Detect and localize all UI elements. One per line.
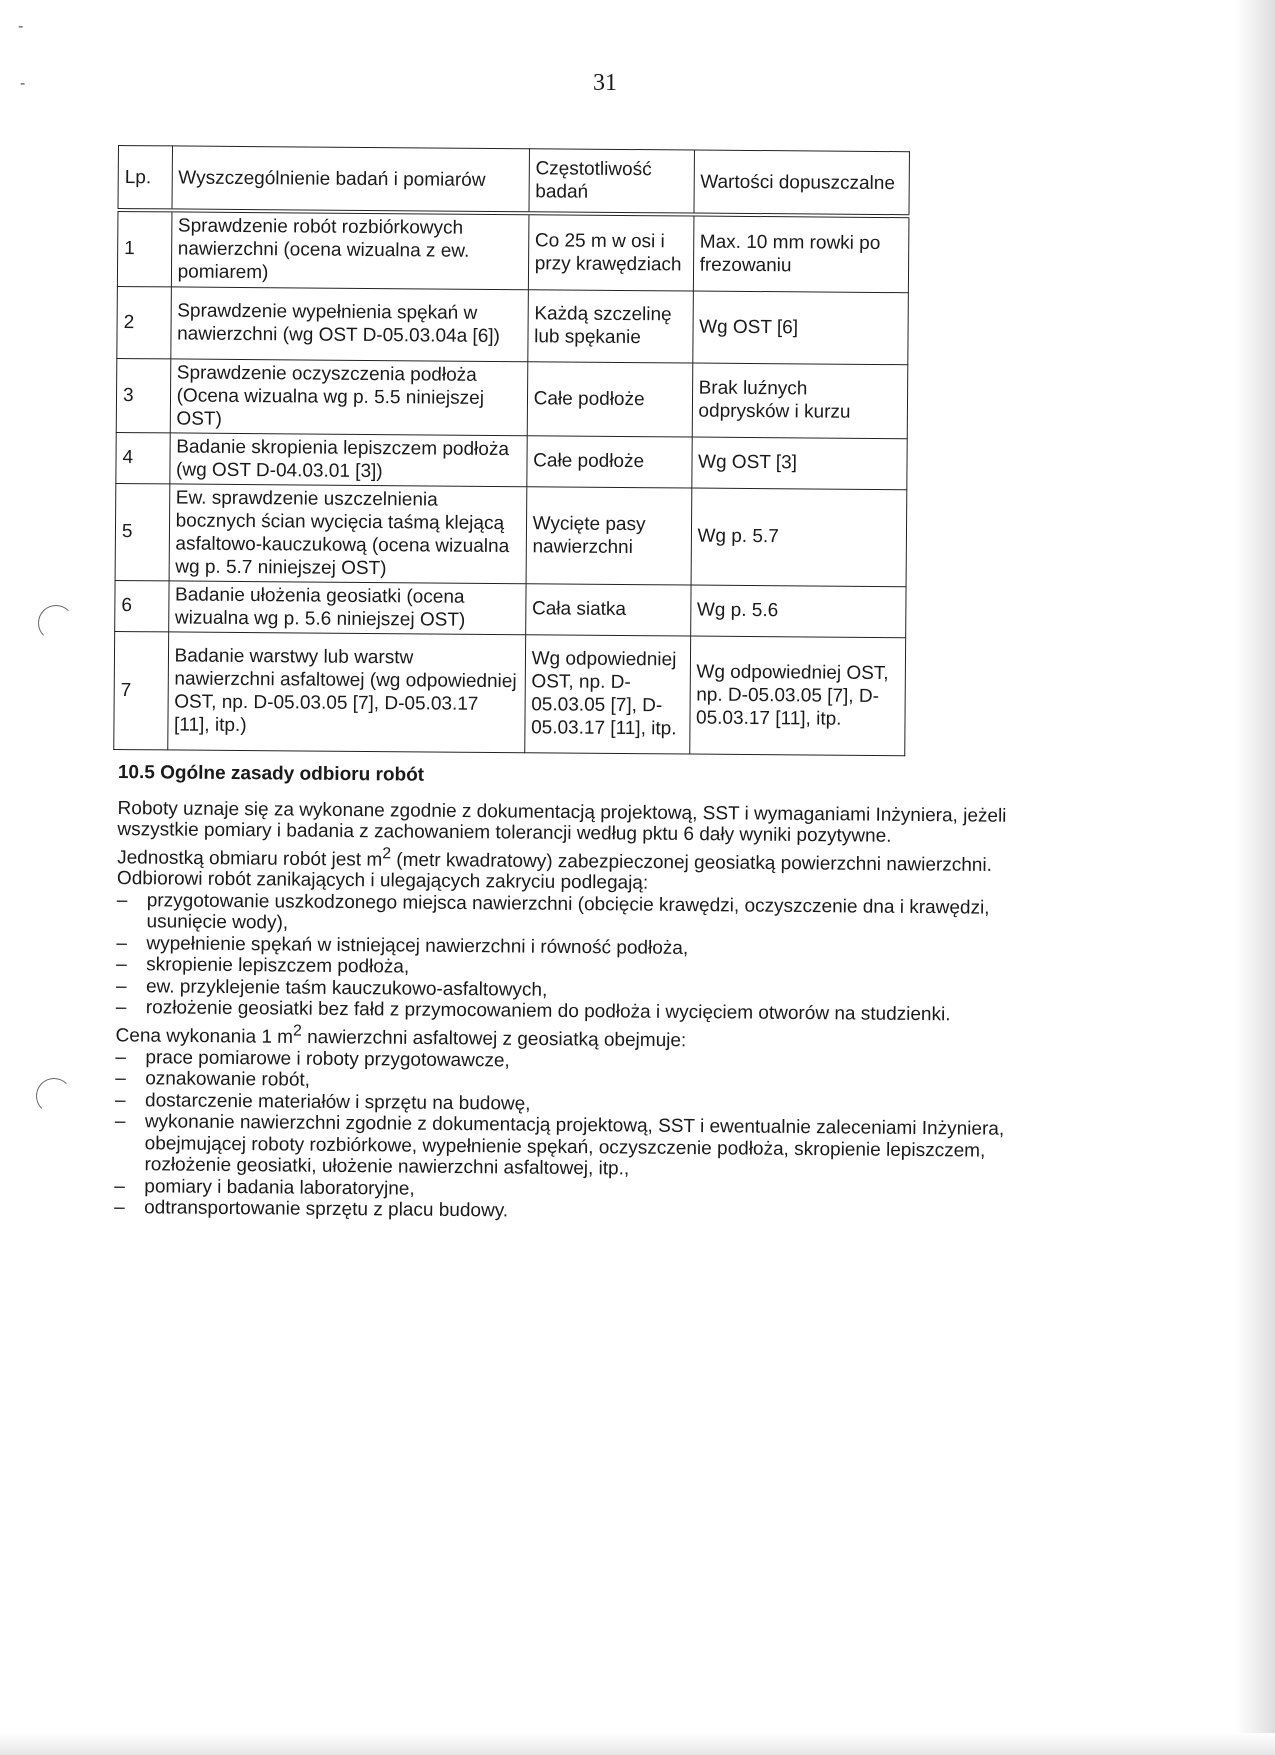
- header-lp: Lp.: [118, 146, 172, 211]
- dash: –: [115, 997, 127, 1019]
- table-row: [117, 210, 909, 292]
- punch-hole-mark: [36, 1078, 72, 1114]
- cell-lp: 7: [114, 631, 169, 749]
- list-item-text: skropienie lepiszczem podłoża,: [146, 954, 410, 978]
- section-heading: 10.5 Ogólne zasady odbioru robót: [117, 762, 425, 786]
- cell-description: Sprawdzenie robót rozbiórkowych nawierzchni (ocena wizualna z ew. pomiarem): [171, 210, 529, 289]
- cell-lp: 3: [116, 358, 170, 432]
- dash: –: [115, 1046, 127, 1068]
- cell-allowed-value: Brak luźnych odprysków i kurzu: [692, 363, 908, 439]
- list-intro-hidden-works: Odbiorowi robót zanikających i ulegających zakryciu podlegają:: [116, 868, 649, 894]
- dash: –: [114, 1111, 126, 1133]
- scan-mark: -: [20, 75, 26, 92]
- cell-frequency: Co 25 m w osi i przy krawędziach: [528, 213, 693, 290]
- dash: –: [114, 1197, 125, 1219]
- scan-mark: -: [18, 18, 24, 35]
- list-item: [114, 1111, 1035, 1184]
- cell-frequency: Całe podłoże: [527, 435, 692, 487]
- table-row: [117, 286, 909, 364]
- list-item-text: wykonanie nawierzchni zgodnie z dokumentacją projektową, SST i ewentualnie zaleceniami Inżyniera, obejmującej roboty rozbiórkowe, wypełnienie spękań, oczyszczenie podłoża, skropienie lepiszczem, rozłożenie geosiatki, ułożenie nawierzchni asfaltowej, itp.,: [144, 1111, 1005, 1180]
- cell-allowed-value: Max. 10 mm rowki po frezowaniu: [693, 215, 909, 293]
- header-frequency: Częstotliwość badań: [529, 149, 694, 215]
- cell-lp: 5: [115, 483, 169, 580]
- list-item-text: dostarczenie materiałów i sprzętu na budowę,: [144, 1089, 531, 1115]
- cell-lp: 4: [116, 432, 170, 483]
- inspection-table: [113, 145, 910, 756]
- cell-frequency: Wg odpowiedniej OST, np. D-05.03.05 [7], D-05.03.17 [11], itp.: [524, 634, 690, 753]
- page-number: 31: [593, 70, 617, 96]
- punch-hole-mark: [38, 605, 74, 641]
- superscript: 2: [382, 844, 392, 862]
- list-price-includes: [114, 1047, 1035, 1227]
- cell-lp: 2: [117, 286, 171, 358]
- list-item-text: odtransportowanie sprzętu z placu budowy.: [144, 1197, 509, 1222]
- list-item-text: wypełnienie spękań w istniejącej nawierzchni i równość podłoża,: [146, 933, 689, 959]
- table-row: [114, 631, 906, 755]
- cell-description: Badanie ułożenia geosiatki (ocena wizualna wg p. 5.6 niniejszej OST): [168, 580, 525, 634]
- superscript: 2: [293, 1022, 302, 1040]
- dash: –: [116, 954, 127, 976]
- acceptance-section: [114, 762, 1038, 1227]
- cell-description: Badanie warstwy lub warstw nawierzchni asfaltowej (wg odpowiedniej OST, np. D-05.03.05 [7], D-05.03.17 [11], itp.): [167, 631, 525, 752]
- text-part: nawierzchni asfaltowej z geosiatką obejmuje:: [301, 1026, 687, 1052]
- list-item-text: ew. przyklejenie taśm kauczukowo-asfaltowych,: [145, 976, 548, 1001]
- list-item-text: przygotowanie uszkodzonego miejsca nawierzchni (obcięcie krawędzi, oczyszczenie dna i krawędzi, usunięcie wody),: [146, 890, 990, 934]
- page-bottom-shadow: [0, 1733, 1275, 1755]
- cell-description: Badanie skropienia lepiszczem podłoża (wg OST D-04.03.01 [3]): [169, 432, 526, 486]
- cell-frequency: Wycięte pasy nawierzchni: [526, 486, 692, 584]
- list-item-text: prace pomiarowe i roboty przygotowawcze,: [145, 1046, 510, 1072]
- text-part: Cena wykonania 1 m: [115, 1025, 294, 1048]
- text-part: (metr kwadratowy) zabezpieczonej geosiatką powierzchni nawierzchni.: [390, 849, 993, 876]
- cell-allowed-value: Wg p. 5.6: [690, 585, 906, 638]
- dash: –: [115, 975, 127, 997]
- table-row: [115, 580, 906, 637]
- cell-frequency: Całe podłoże: [527, 361, 692, 436]
- cell-lp: 1: [117, 210, 171, 286]
- cell-allowed-value: Wg OST [6]: [692, 291, 908, 365]
- dash: –: [115, 1068, 126, 1090]
- paragraph-acceptance: Roboty uznaje się za wykonane zgodnie z dokumentacją projektową, SST i wymaganiami Inżyniera, jeżeli wszystkie pomiary i badania z zachowaniem tolerancji według pktu 6 dały wyniki pozytywne.: [117, 797, 1007, 847]
- text-part: Jednostką obmiaru robót jest m: [117, 846, 383, 871]
- cell-lp: 6: [115, 580, 169, 631]
- dash: –: [116, 889, 128, 911]
- cell-allowed-value: Wg odpowiedniej OST, np. D-05.03.05 [7], D-05.03.17 [11], itp.: [689, 636, 905, 756]
- list-item-text: rozłożenie geosiatki bez fałd z przymocowaniem do podłoża i wycięciem otworów na studzienki.: [145, 997, 951, 1026]
- cell-frequency: Każdą szczelinę lub spękanie: [527, 289, 692, 362]
- dash: –: [114, 1175, 125, 1197]
- dash: –: [114, 1089, 126, 1111]
- table-row: [116, 358, 908, 438]
- cell-description: Ew. sprawdzenie uszczelnienia bocznych ścian wycięcia taśmą klejącą asfaltowo-kauczukową (ocena wizualna wg p. 5.7 niniejszej OST): [169, 483, 527, 583]
- list-item-text: pomiary i badania laboratoryjne,: [144, 1175, 415, 1200]
- table-header-row: [118, 146, 909, 217]
- cell-description: Sprawdzenie oczyszczenia podłoża (Ocena wizualna wg p. 5.5 niniejszej OST): [170, 358, 528, 435]
- dash: –: [116, 932, 128, 954]
- cell-allowed-value: Wg p. 5.7: [691, 488, 907, 587]
- cell-description: Sprawdzenie wypełnienia spękań w nawierzchni (wg OST D-05.03.04a [6]): [170, 286, 528, 361]
- cell-frequency: Cała siatka: [525, 583, 690, 635]
- cell-allowed-value: Wg OST [3]: [691, 437, 907, 490]
- header-description: Wyszczególnienie badań i pomiarów: [172, 146, 530, 213]
- list-item-text: oznakowanie robót,: [145, 1068, 311, 1091]
- header-allowed-values: Wartości dopuszczalne: [694, 150, 910, 216]
- list-hidden-works: [116, 890, 1037, 1027]
- table-row: [116, 432, 907, 489]
- table-row: [115, 483, 907, 586]
- page-edge-shadow: [1235, 0, 1275, 1755]
